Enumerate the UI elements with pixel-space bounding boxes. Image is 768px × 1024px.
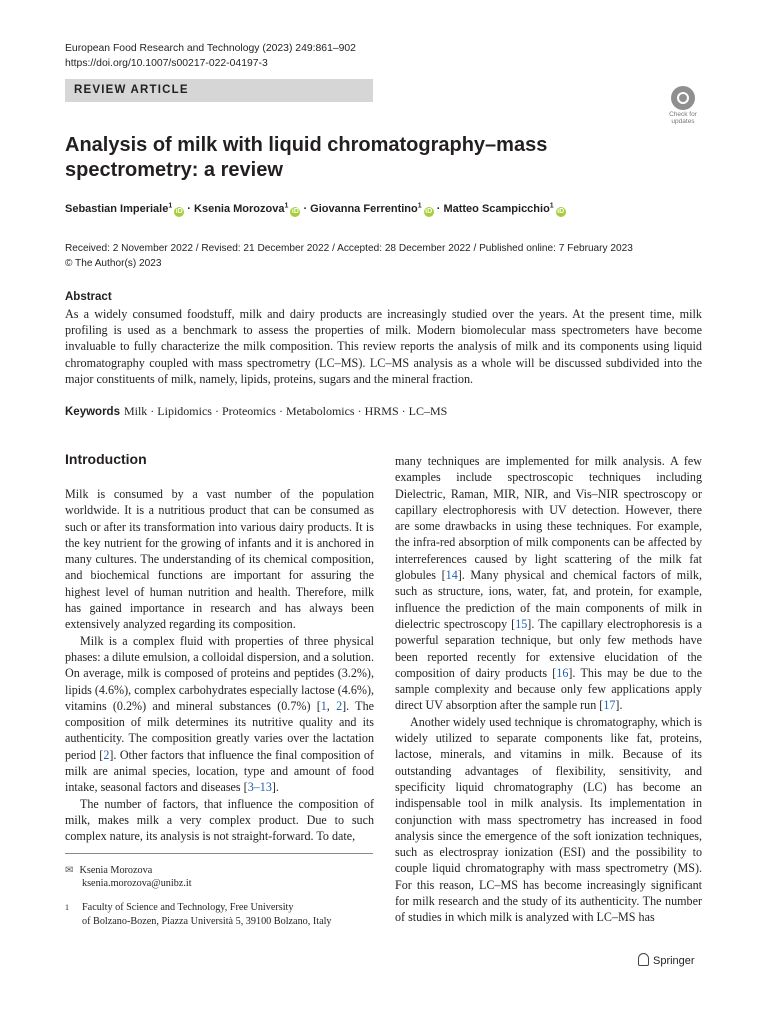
author-separator: ·	[433, 203, 444, 215]
citation-link[interactable]: 16	[556, 665, 569, 680]
check-updates-label: Check for updates	[669, 111, 697, 125]
keywords-list: Milk · Lipidomics · Proteomics · Metabolomics · HRMS · LC–MS	[123, 404, 448, 418]
check-for-updates-badge[interactable]	[664, 86, 702, 124]
author-name[interactable]: Sebastian Imperiale	[65, 203, 169, 215]
citation-link[interactable]: 2	[103, 747, 110, 762]
paragraph: Milk is a complex fluid with properties of three physical phases: a dilute emulsion, a colloidal dispersion, and a solution. On average, milk is composed of proteins and peptides (3.2%), lipids (4.6%), complex carbohydrates especially lactose (4.6%), vitamins (0.2%) and mineral substances (0.7%) [1, 2]. The composition of milk determines its nutritive quality and its authenticity. The composition greatly varies over the lactation period [2]. Other factors that influence the final composition of milk are animal species, location, type and amount of food intake, seasonal factors and diseases [3–13].	[65, 633, 374, 795]
section-heading-introduction: Introduction	[65, 451, 147, 467]
footnote-divider	[65, 853, 373, 854]
history-dates: Received: 2 November 2022 / Revised: 21 December 2022 / Accepted: 28 December 2022 / Published online: 7 February 2023	[65, 243, 633, 254]
springer-horse-icon	[638, 953, 649, 966]
citation-link[interactable]: 3–13	[247, 780, 272, 795]
corresponding-author	[65, 864, 192, 890]
orcid-icon[interactable]: iD	[557, 208, 565, 215]
abstract-text: As a widely consumed foodstuff, milk and dairy products are increasingly studied over the years. At the present time, milk profiling is used as a benchmark to assess the properties of milk. Modern biomolecular mass spectrometers have become invaluable to fully characterize the milk composition. This review reports the analysis of milk and its components using liquid chromatography coupled with mass spectrometry (LC–MS). LC–MS analysis as a whole will be discussed subdivided into the major constituents of milk, namely, lipids, proteins, sugars and the mineral fraction.	[65, 307, 702, 386]
paragraph: Milk is consumed by a vast number of the population worldwide. It is a nutritious product that can be consumed as such or after its transformation into various dairy products. It is the key nutrient for the growing of infants and it is anchored in many cultures. The understanding of its chemical composition, and biochemical functions are important for assuring the highest level of human nutrition and health. Therefore, milk has gained importance in research and has always been extensively analyzed regarding its composition.	[65, 487, 374, 632]
author-separator: ·	[184, 203, 195, 215]
envelope-icon: ✉	[65, 865, 74, 876]
journal-header	[65, 41, 356, 71]
author-name[interactable]: Matteo Scampicchio	[443, 203, 550, 215]
right-column	[395, 453, 702, 926]
keywords	[65, 404, 447, 419]
left-column	[65, 486, 374, 845]
corresponding-email[interactable]: ksenia.morozova@unibz.it	[82, 878, 192, 889]
author-affiliation: 1	[168, 202, 173, 210]
citation-link[interactable]: 1	[320, 698, 327, 713]
affiliation-line: Faculty of Science and Technology, Free University	[82, 902, 294, 913]
paragraph: The number of factors, that influence the composition of milk, makes milk a very complex product. Due to such complex nature, its analysis is not straight-forward. To date,	[65, 796, 374, 844]
paragraph: Another widely used technique is chromatography, which is widely utilized to separate components like fat, proteins, lactose, minerals, and vitamins in milk. Because of its outstanding advantages of flexibility, sensitivity, and specificity liquid chromatography (LC) has become an indispensable tool in milk analysis. Its implementation in conjunction with mass spectrometry has increased in food analysis since the emergence of the soft ionization techniques, such as electrospray ionization (ESI) and the possibility to couple liquid chromatography with mass spectrometry (MS). For this reason, LC–MS has become increasingly significant for milk research and the study of its authenticity. The number of studies in which milk is analyzed with LC–MS has	[395, 714, 702, 925]
author-affiliation: 1	[417, 202, 422, 210]
orcid-icon[interactable]: iD	[291, 208, 299, 215]
journal-citation: European Food Research and Technology (2023) 249:861–902	[65, 43, 356, 54]
corresponding-name: Ksenia Morozova	[79, 865, 153, 876]
citation-link[interactable]: 15	[515, 616, 528, 631]
orcid-icon[interactable]: iD	[175, 208, 183, 215]
author-separator: ·	[300, 203, 311, 215]
author-name[interactable]: Ksenia Morozova	[194, 203, 285, 215]
publisher-logo	[638, 953, 695, 967]
publisher-name: Springer	[653, 955, 695, 967]
author-affiliation: 1	[549, 202, 554, 210]
affiliation-footnote	[65, 901, 332, 929]
citation-link[interactable]: 17	[603, 698, 616, 713]
affiliation-number: 1	[65, 903, 69, 912]
publication-dates	[65, 241, 633, 271]
author-list	[65, 203, 566, 217]
citation-link[interactable]: 2	[336, 698, 343, 713]
doi-link[interactable]: https://doi.org/10.1007/s00217-022-04197-3	[65, 58, 268, 69]
check-updates-icon	[671, 86, 695, 110]
citation-link[interactable]: 14	[445, 568, 458, 583]
keywords-label: Keywords	[65, 406, 120, 418]
orcid-icon[interactable]: iD	[425, 208, 433, 215]
abstract-heading: Abstract	[65, 291, 112, 303]
article-type-banner: REVIEW ARTICLE	[65, 79, 373, 102]
affiliation-line: of Bolzano-Bozen, Piazza Università 5, 39100 Bolzano, Italy	[82, 916, 332, 927]
paragraph: many techniques are implemented for milk analysis. A few examples include spectroscopic techniques including Dielectric, Raman, MIR, NIR, and Vis–NIR spectroscopy or capillary electrophoresis with UV detection. However, there are some drawbacks in using these techniques. For example, the infra-red absorption of milk components can be affected by interreferences caused by light scattering of the milk fat globules [14]. Many physical and chemical factors of milk, such as structure, ions, water, fat, and protein, for example, influence the prediction of the main components of milk in dielectric spectroscopy [15]. The capillary electrophoresis is a powerful separation technique, but only few methods have been reported recently for extensive elucidation of the composition of dairy products [16]. This may be due to the sample complexity and because only few applications apply direct UV absorption after the sample run [17].	[395, 454, 702, 713]
author-affiliation: 1	[284, 202, 289, 210]
copyright: © The Author(s) 2023	[65, 258, 162, 269]
article-title: Analysis of milk with liquid chromatography–mass spectrometry: a review	[65, 134, 548, 181]
author-name[interactable]: Giovanna Ferrentino	[310, 203, 418, 215]
